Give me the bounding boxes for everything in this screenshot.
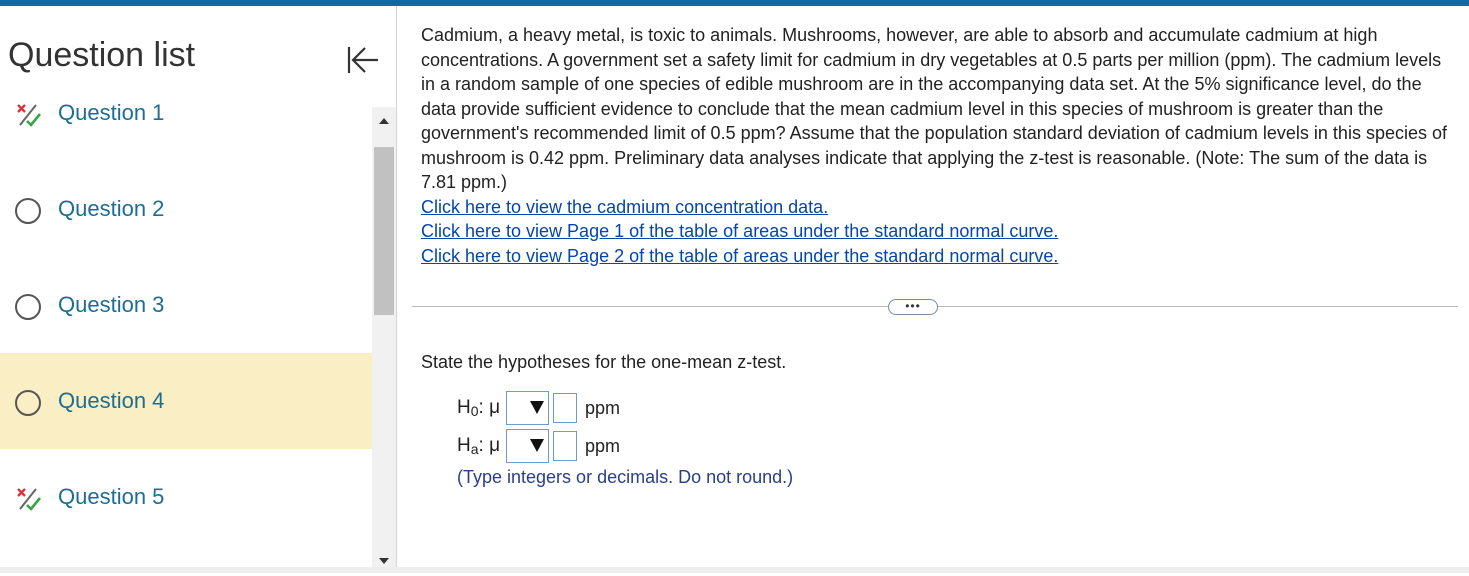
alternative-hypothesis-label: $H_a$: μ <box>457 435 501 457</box>
h0-unit-label: ppm <box>585 398 621 418</box>
normal-table-page1-link[interactable]: Click here to view Page 1 of the table of areas under the standard normal curve. <box>421 221 1059 241</box>
question-list-title: Question list <box>8 36 196 74</box>
data-set-link[interactable]: Click here to view the cadmium concentration data. <box>421 196 829 217</box>
scroll-up-button[interactable] <box>372 111 396 131</box>
question-text: Cadmium, a heavy metal, is toxic to animals. Mushrooms, however, are able to absorb and accumulate cadmium at high concentrations. A government set a safety limit for cadmium in dry vegetables at 0.5 parts per million (ppm). The cadmium levels in a random sample of one species of edible mushroom are in the accompanying data set. At the 5% significance level, do the data provide sufficient evidence to conclude that the mean cadmium level in this species of mushroom is greater than the government's recommended limit of 0.5 ppm? Assume that the population standard deviation of cadmium levels in this species of mushroom is 0.42 ppm. Preliminary data analyses indicate that applying the z-test is reasonable. (Note: The sum of the data is 7.81 ppm.) <box>421 25 1447 192</box>
question-label: Question 5 <box>58 484 165 509</box>
partial-correct-icon <box>14 485 42 513</box>
answer-instruction: State the hypotheses for the one-mean z-test. <box>421 352 787 372</box>
question-label: Question 4 <box>58 388 165 413</box>
h0-value-input[interactable] <box>553 393 577 423</box>
question-list-panel <box>0 6 397 573</box>
question-prompt <box>421 23 1451 268</box>
circle-icon <box>15 294 41 320</box>
bottom-strip <box>0 567 1469 573</box>
partial-correct-icon <box>14 101 42 129</box>
question-label: Question 2 <box>58 196 165 221</box>
scroll-up-arrow-icon <box>372 111 396 131</box>
question-pane <box>397 6 1469 567</box>
scroll-thumb[interactable] <box>374 147 394 315</box>
question-item-3[interactable] <box>0 257 372 353</box>
h0-operator-dropdown[interactable] <box>506 391 549 425</box>
ha-value-input[interactable] <box>553 431 577 461</box>
question-item-4[interactable] <box>0 353 372 449</box>
circle-icon <box>15 198 41 224</box>
question-label: Question 3 <box>58 292 165 317</box>
more-options-button[interactable]: ••• <box>888 299 938 315</box>
question-list <box>0 65 372 568</box>
ha-unit-label: ppm <box>585 436 621 456</box>
normal-table-page2-link[interactable]: Click here to view Page 2 of the table of areas under the standard normal curve. <box>421 245 1059 266</box>
question-item-2[interactable] <box>0 161 372 257</box>
answer-format-note: (Type integers or decimals. Do not round.) <box>457 467 794 487</box>
null-hypothesis-label: $H_0$: μ <box>457 397 501 419</box>
question-label: Question 1 <box>58 100 165 125</box>
circle-icon <box>15 390 41 416</box>
question-list-scrollbar[interactable] <box>372 107 396 573</box>
ha-operator-dropdown[interactable] <box>506 429 549 463</box>
question-item-5[interactable] <box>0 449 372 545</box>
dropdown-arrow-icon <box>530 439 544 452</box>
dropdown-arrow-icon <box>530 401 544 414</box>
question-item-1[interactable] <box>0 65 372 161</box>
